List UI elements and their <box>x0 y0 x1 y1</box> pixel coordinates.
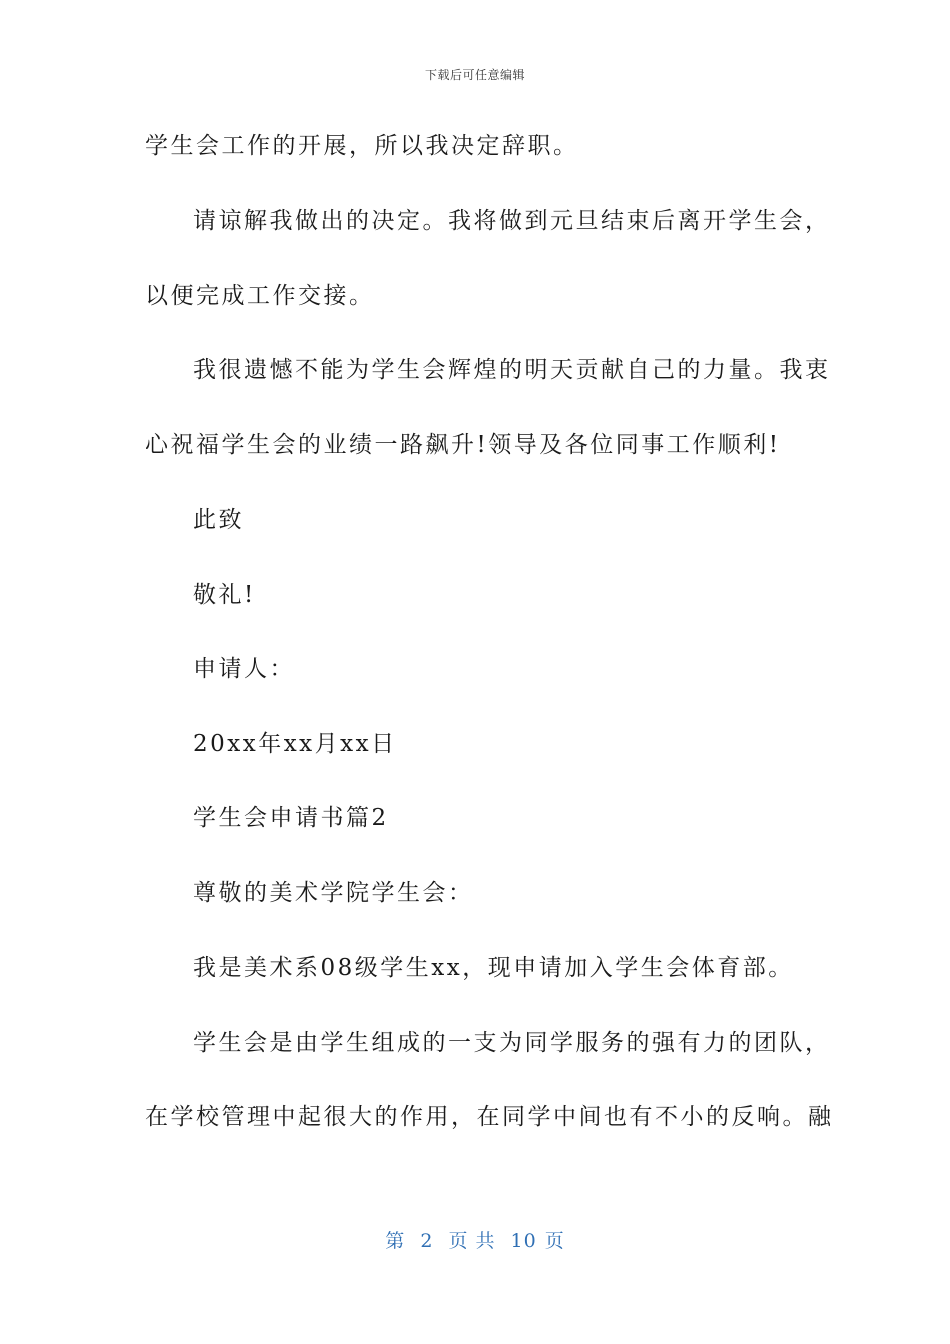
body-line: 20xx年xx月xx日 <box>193 731 397 757</box>
body-line: 我很遗憾不能为学生会辉煌的明天贡献自己的力量。我衷 <box>193 357 831 383</box>
body-line: 学生会申请书篇2 <box>193 805 389 831</box>
body-line: 请谅解我做出的决定。我将做到元旦结束后离开学生会， <box>193 208 831 234</box>
body-line: 敬礼! <box>193 582 256 608</box>
body-line: 学生会是由学生组成的一支为同学服务的强有力的团队， <box>193 1030 831 1056</box>
footer-middle: 页 共 <box>448 1230 496 1252</box>
page-header: 下载后可任意编辑 <box>424 68 525 82</box>
body-line: 学生会工作的开展，所以我决定辞职。 <box>145 133 579 159</box>
body-line: 以便完成工作交接。 <box>145 283 375 309</box>
footer-suffix: 页 <box>544 1230 565 1252</box>
footer-prefix: 第 <box>385 1230 406 1252</box>
body-line: 在学校管理中起很大的作用，在同学中间也有不小的反响。融 <box>145 1104 834 1130</box>
body-line: 尊敬的美术学院学生会： <box>193 880 474 906</box>
page-footer <box>0 1226 950 1253</box>
body-line: 心祝福学生会的业绩一路飙升!领导及各位同事工作顺利! <box>145 432 781 458</box>
footer-total-pages: 10 <box>510 1230 537 1252</box>
footer-current-page: 2 <box>420 1230 434 1252</box>
body-line: 申请人： <box>193 656 295 682</box>
body-line: 此致 <box>193 507 244 533</box>
body-line: 我是美术系08级学生xx，现申请加入学生会体育部。 <box>193 955 794 981</box>
